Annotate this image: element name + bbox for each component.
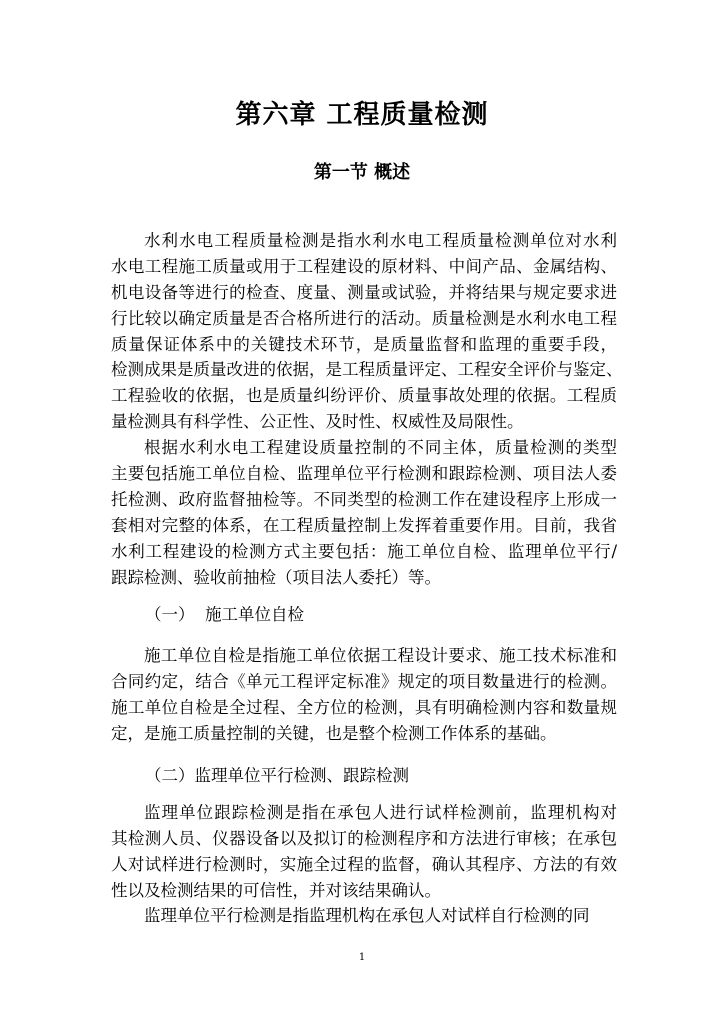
paragraph-line: 监理单位跟踪检测是指在承包人进行试样检测前，监理机构对 (144, 803, 617, 822)
paragraph-line: 量检测具有科学性、公正性、及时性、权威性及局限性。 (111, 412, 524, 431)
paragraph-line: 质量保证体系中的关键技术环节，是质量监督和监理的重要手段， (111, 335, 617, 354)
page-number: 1 (358, 952, 366, 963)
paragraph-line: 根据水利水电工程建设质量控制的不同主体，质量检测的类型 (144, 438, 617, 457)
paragraph-line: 水利工程建设的检测方式主要包括：施工单位自检、监理单位平行/ (111, 542, 617, 561)
paragraph-line: 水利水电工程质量检测是指水利水电工程质量检测单位对水利 (144, 231, 617, 250)
paragraph-line: 其检测人员、仪器设备以及拟订的检测程序和方法进行审核；在承包 (111, 829, 617, 848)
chapter-title: 第六章 工程质量检测 (235, 100, 489, 130)
subheading: （二）监理单位平行检测、跟踪检测 (145, 766, 409, 785)
paragraph-line: 施工单位自检是指施工单位依据工程设计要求、施工技术标准和 (144, 646, 617, 665)
paragraph-line: 套相对完整的体系，在工程质量控制上发挥着重要作用。目前，我省 (111, 516, 617, 535)
subheading: （一） 施工单位自检 (145, 605, 304, 624)
paragraph-line: 主要包括施工单位自检、监理单位平行检测和跟踪检测、项目法人委 (111, 464, 617, 483)
paragraph-line: 施工单位自检是全过程、全方位的检测，具有明确检测内容和数量规 (111, 698, 617, 717)
paragraph-line: 托检测、政府监督抽检等。不同类型的检测工作在建设程序上形成一 (111, 490, 617, 509)
paragraph-line: 性以及检测结果的可信性，并对该结果确认。 (111, 881, 441, 900)
paragraph-line: 监理单位平行检测是指监理机构在承包人对试样自行检测的同 (144, 906, 590, 925)
paragraph-line: 人对试样进行检测时，实施全过程的监督，确认其程序、方法的有效 (111, 855, 617, 874)
paragraph-line: 机电设备等进行的检查、度量、测量或试验，并将结果与规定要求进 (111, 283, 617, 302)
paragraph-line: 工程验收的依据，也是质量纠纷评价、质量事故处理的依据。工程质 (111, 386, 617, 405)
paragraph-line: 跟踪检测、验收前抽检（项目法人委托）等。 (111, 568, 441, 587)
paragraph-line: 合同约定，结合《单元工程评定标准》规定的项目数量进行的检测。 (111, 672, 617, 691)
section-title: 第一节 概述 (313, 162, 411, 183)
paragraph-line: 定，是施工质量控制的关键，也是整个检测工作体系的基础。 (111, 724, 557, 743)
paragraph-line: 水电工程施工质量或用于工程建设的原材料、中间产品、金属结构、 (111, 257, 617, 276)
paragraph-line: 行比较以确定质量是否合格所进行的活动。质量检测是水利水电工程 (111, 309, 617, 328)
paragraph-line: 检测成果是质量改进的依据，是工程质量评定、工程安全评价与鉴定、 (111, 360, 623, 379)
